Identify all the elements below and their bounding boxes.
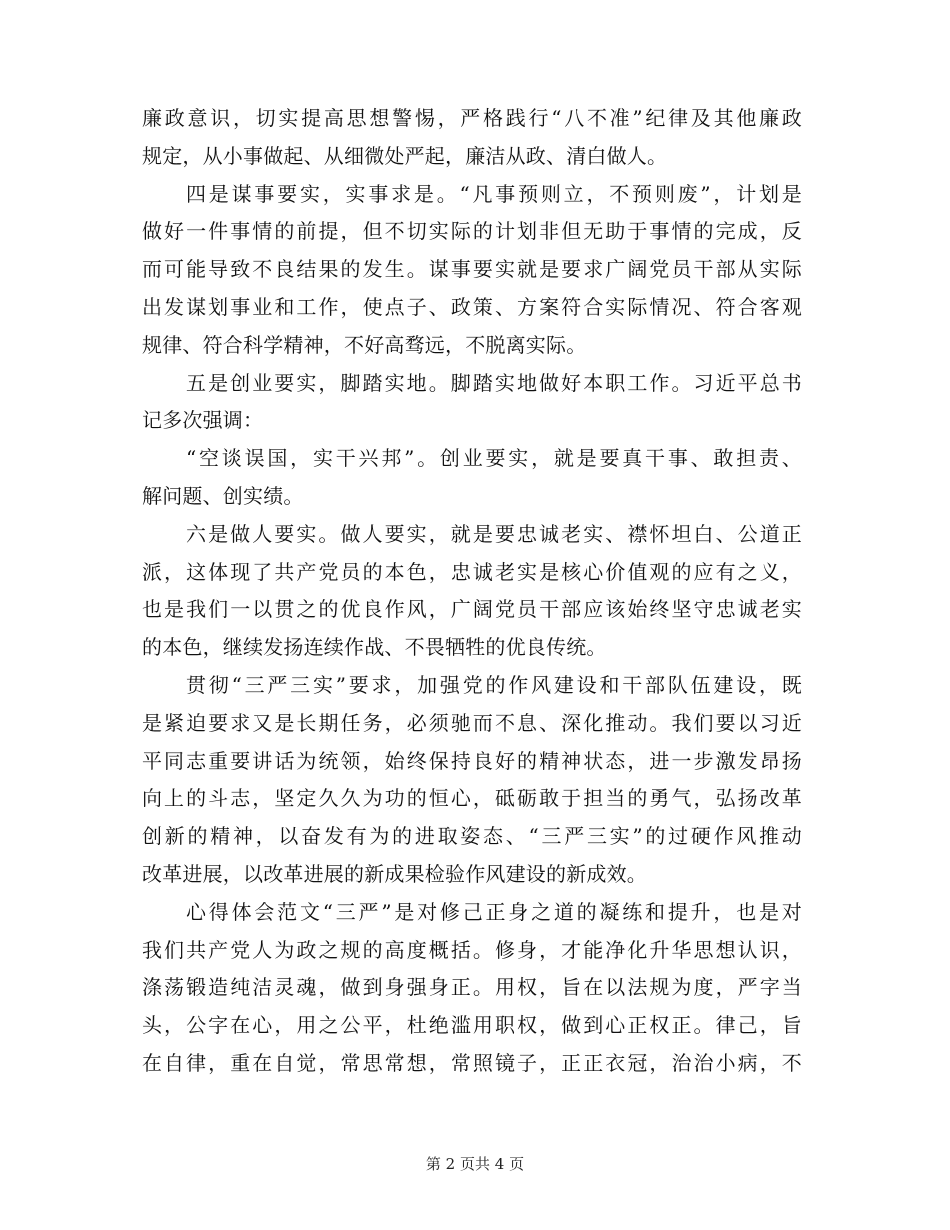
text-line: 六是做人要实。做人要实，就是要忠诚老实、襟怀坦白、公道正 xyxy=(186,521,802,546)
text-line: 向上的斗志，坚定久久为功的恒心，砥砺敢于担当的勇气，弘扬改革 xyxy=(142,786,802,811)
text-line: 在自律，重在自觉，常思常想，常照镜子，正正衣冠，治治小病，不 xyxy=(142,1050,802,1075)
text-line: 规律、符合科学精神，不好高骛远，不脱离实际。 xyxy=(142,332,587,357)
text-line: 的本色，继续发扬连续作战、不畏牺牲的优良传统。 xyxy=(142,635,607,660)
text-line: 而可能导致不良结果的发生。谋事要实就是要求广阔党员干部从实际 xyxy=(142,257,802,282)
text-line: 我们共产党人为政之规的高度概括。修身，才能净化升华思想认识， xyxy=(142,937,802,962)
page-footer: 第 2 页共 4 页 xyxy=(425,1155,525,1173)
document-body xyxy=(142,100,802,1083)
text-line: 五是创业要实，脚踏实地。脚踏实地做好本职工作。习近平总书 xyxy=(186,370,802,395)
text-line: 心得体会范文“三严”是对修己正身之道的凝练和提升，也是对 xyxy=(186,899,802,924)
text-line: 头，公字在心，用之公平，杜绝滥用职权，做到心正权正。律己，旨 xyxy=(142,1013,802,1038)
text-line: 贯彻“三严三实”要求，加强党的作风建设和干部队伍建设，既 xyxy=(186,672,802,697)
text-line: 记多次强调： xyxy=(142,408,264,433)
text-line: 出发谋划事业和工作，使点子、政策、方案符合实际情况、符合客观 xyxy=(142,294,802,319)
text-line: 规定，从小事做起、从细微处严起，廉洁从政、清白做人。 xyxy=(142,143,668,168)
text-line: 也是我们一以贯之的优良作风，广阔党员干部应该始终坚守忠诚老实 xyxy=(142,597,802,622)
text-line: 是紧迫要求又是长期任务，必须驰而不息、深化推动。我们要以习近 xyxy=(142,710,802,735)
text-line: 做好一件事情的前提，但不切实际的计划非但无助于事情的完成，反 xyxy=(142,219,802,244)
text-line: 创新的精神，以奋发有为的进取姿态、“三严三实”的过硬作风推动 xyxy=(142,824,802,849)
text-line: 廉政意识，切实提高思想警惕，严格践行“八不准”纪律及其他廉政 xyxy=(142,106,802,130)
text-line: 改革进展，以改革进展的新成果检验作风建设的新成效。 xyxy=(142,861,647,886)
text-line: 解问题、创实绩。 xyxy=(142,483,304,508)
text-line: 平同志重要讲话为统领，始终保持良好的精神状态，进一步激发昂扬 xyxy=(142,748,802,773)
text-line: 四是谋事要实，实事求是。“凡事预则立，不预则废”，计划是 xyxy=(186,181,802,206)
text-line: 涤荡锻造纯洁灵魂，做到身强身正。用权，旨在以法规为度，严字当 xyxy=(142,975,802,1000)
text-line: “空谈误国，实干兴邦”。创业要实，就是要真干事、敢担责、 xyxy=(186,446,802,471)
text-line: 派，这体现了共产党员的本色，忠诚老实是核心价值观的应有之义， xyxy=(142,559,802,584)
